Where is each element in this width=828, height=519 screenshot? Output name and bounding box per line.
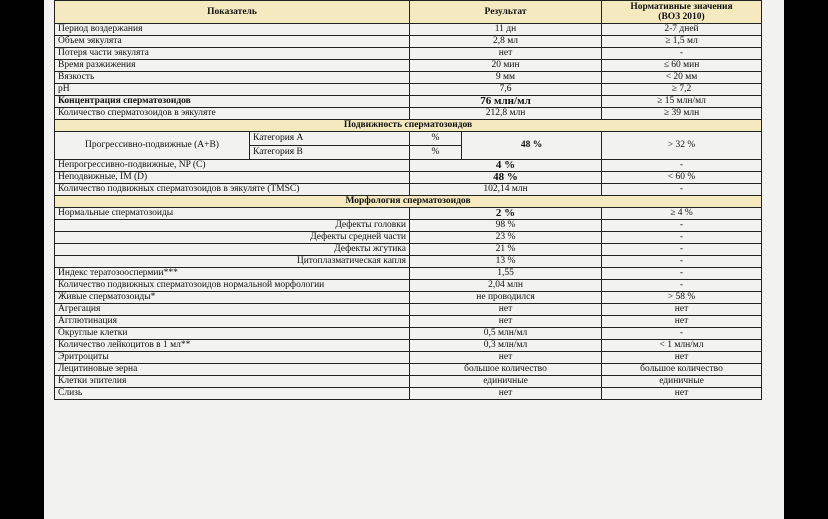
defect-norm: -: [602, 256, 762, 268]
row-result: 2,04 млн: [410, 280, 602, 292]
row-label: Слизь: [55, 388, 410, 400]
table-row: [55, 36, 762, 48]
row-norm: нет: [602, 316, 762, 328]
table-row: [55, 280, 762, 292]
table-row: [55, 292, 762, 304]
report-sheet: [44, 0, 784, 519]
table-row: [55, 364, 762, 376]
row-norm: < 1 млн/мл: [602, 340, 762, 352]
row-result: 102,14 млн: [410, 184, 602, 196]
row-label: Округлые клетки: [55, 328, 410, 340]
row-result: 0,3 млн/мл: [410, 340, 602, 352]
header-norms-line1: Нормативные значения: [630, 2, 733, 12]
row-label: Количество подвижных сперматозоидов в эякуляте (TMSC): [55, 184, 410, 196]
row-result: нет: [410, 316, 602, 328]
row-result: не проводился: [410, 292, 602, 304]
defect-label: Дефекты головки: [55, 220, 410, 232]
row-norm: большое количество: [602, 364, 762, 376]
section-title-motility: Подвижность сперматозоидов: [55, 120, 762, 132]
row-label: Объем эякулята: [55, 36, 410, 48]
header-result: Результат: [410, 1, 602, 24]
section-morphology: [55, 196, 762, 208]
row-norm: < 60 %: [602, 172, 762, 184]
row-label: Количество подвижных сперматозоидов нормальной морфологии: [55, 280, 410, 292]
defect-label: Дефекты средней части: [55, 232, 410, 244]
defect-norm: -: [602, 232, 762, 244]
normal-norm: ≥ 4 %: [602, 208, 762, 220]
row-label: Агрегация: [55, 304, 410, 316]
row-norm: -: [602, 280, 762, 292]
row-label: Время разжижения: [55, 60, 410, 72]
row-label: Неподвижные, IM (D): [55, 172, 410, 184]
row-result: 9 мм: [410, 72, 602, 84]
row-label: Индекс тератозооспермии***: [55, 268, 410, 280]
row-norm: -: [602, 268, 762, 280]
semen-analysis-table: [54, 0, 762, 400]
defect-result: 23 %: [410, 232, 602, 244]
defect-result: 13 %: [410, 256, 602, 268]
header-norms: [602, 1, 762, 24]
row-norm: нет: [602, 304, 762, 316]
row-norm: нет: [602, 352, 762, 364]
row-label: Клетки эпителия: [55, 376, 410, 388]
progressive-label: Прогрессивно-подвижные (A+B): [55, 132, 250, 160]
table-row: [55, 340, 762, 352]
row-label: Количество лейкоцитов в 1 мл**: [55, 340, 410, 352]
row-result: 0,5 млн/мл: [410, 328, 602, 340]
motility-progressive-row: [55, 132, 762, 146]
row-label: Потеря части эякулята: [55, 48, 410, 60]
row-result: 48 %: [410, 172, 602, 184]
category-a-label: Категория A: [250, 132, 410, 146]
row-norm: ≤ 60 мин: [602, 60, 762, 72]
row-norm: > 58 %: [602, 292, 762, 304]
table-row: [55, 60, 762, 72]
row-label: Живые сперматозоиды*: [55, 292, 410, 304]
row-result: нет: [410, 304, 602, 316]
table-row: [55, 184, 762, 196]
row-label: Лецитиновые зерна: [55, 364, 410, 376]
morphology-normal-row: [55, 208, 762, 220]
header-row: [55, 1, 762, 24]
table-row: [55, 328, 762, 340]
row-norm: ≥ 1,5 мл: [602, 36, 762, 48]
defect-row: [55, 244, 762, 256]
progressive-norm: > 32 %: [602, 132, 762, 160]
row-norm: -: [602, 328, 762, 340]
table-row: [55, 24, 762, 36]
section-motility: [55, 120, 762, 132]
row-result: 4 %: [410, 160, 602, 172]
category-b-label: Категория B: [250, 146, 410, 160]
defect-row: [55, 220, 762, 232]
header-norms-line2: (ВОЗ 2010): [658, 12, 705, 22]
table-row: [55, 376, 762, 388]
row-result: 7,6: [410, 84, 602, 96]
row-norm: -: [602, 184, 762, 196]
row-label: Период воздержания: [55, 24, 410, 36]
normal-label: Нормальные сперматозоиды: [55, 208, 410, 220]
defect-label: Цитоплазматическая капля: [55, 256, 410, 268]
row-label: Непрогрессивно-подвижные, NP (C): [55, 160, 410, 172]
row-label: Агглютинация: [55, 316, 410, 328]
table-row: [55, 72, 762, 84]
table-row: [55, 48, 762, 60]
row-norm: ≥ 39 млн: [602, 108, 762, 120]
defect-result: 21 %: [410, 244, 602, 256]
row-label: Эритроциты: [55, 352, 410, 364]
row-label: Концентрация сперматозоидов: [55, 96, 410, 108]
row-norm: единичные: [602, 376, 762, 388]
row-label: pH: [55, 84, 410, 96]
header-indicator: Показатель: [55, 1, 410, 24]
table-row: [55, 268, 762, 280]
row-label: Количество сперматозоидов в эякуляте: [55, 108, 410, 120]
row-result: единичные: [410, 376, 602, 388]
progressive-result: 48 %: [462, 132, 602, 160]
row-norm: 2-7 дней: [602, 24, 762, 36]
table-row: [55, 108, 762, 120]
defect-result: 98 %: [410, 220, 602, 232]
row-result: 11 дн: [410, 24, 602, 36]
normal-result: 2 %: [410, 208, 602, 220]
row-result: 2,8 мл: [410, 36, 602, 48]
row-label: Вязкость: [55, 72, 410, 84]
defect-row: [55, 232, 762, 244]
row-result: нет: [410, 48, 602, 60]
row-result: 1,55: [410, 268, 602, 280]
category-b-value: %: [410, 146, 462, 160]
defect-norm: -: [602, 244, 762, 256]
defect-label: Дефекты жгутика: [55, 244, 410, 256]
row-result: 20 мин: [410, 60, 602, 72]
table-row: [55, 304, 762, 316]
category-a-value: %: [410, 132, 462, 146]
row-norm: ≥ 7,2: [602, 84, 762, 96]
row-norm: -: [602, 160, 762, 172]
row-norm: нет: [602, 388, 762, 400]
row-norm: ≥ 15 млн/мл: [602, 96, 762, 108]
defect-row: [55, 256, 762, 268]
row-result: 212,8 млн: [410, 108, 602, 120]
section-title-morphology: Морфология сперматозоидов: [55, 196, 762, 208]
table-row: [55, 96, 762, 108]
table-row: [55, 172, 762, 184]
table-row: [55, 160, 762, 172]
row-result: нет: [410, 352, 602, 364]
row-result: нет: [410, 388, 602, 400]
table-row: [55, 388, 762, 400]
row-norm: < 20 мм: [602, 72, 762, 84]
row-result: большое количество: [410, 364, 602, 376]
table-row: [55, 316, 762, 328]
table-row: [55, 84, 762, 96]
row-result: 76 млн/мл: [410, 96, 602, 108]
row-norm: -: [602, 48, 762, 60]
defect-norm: -: [602, 220, 762, 232]
table-row: [55, 352, 762, 364]
